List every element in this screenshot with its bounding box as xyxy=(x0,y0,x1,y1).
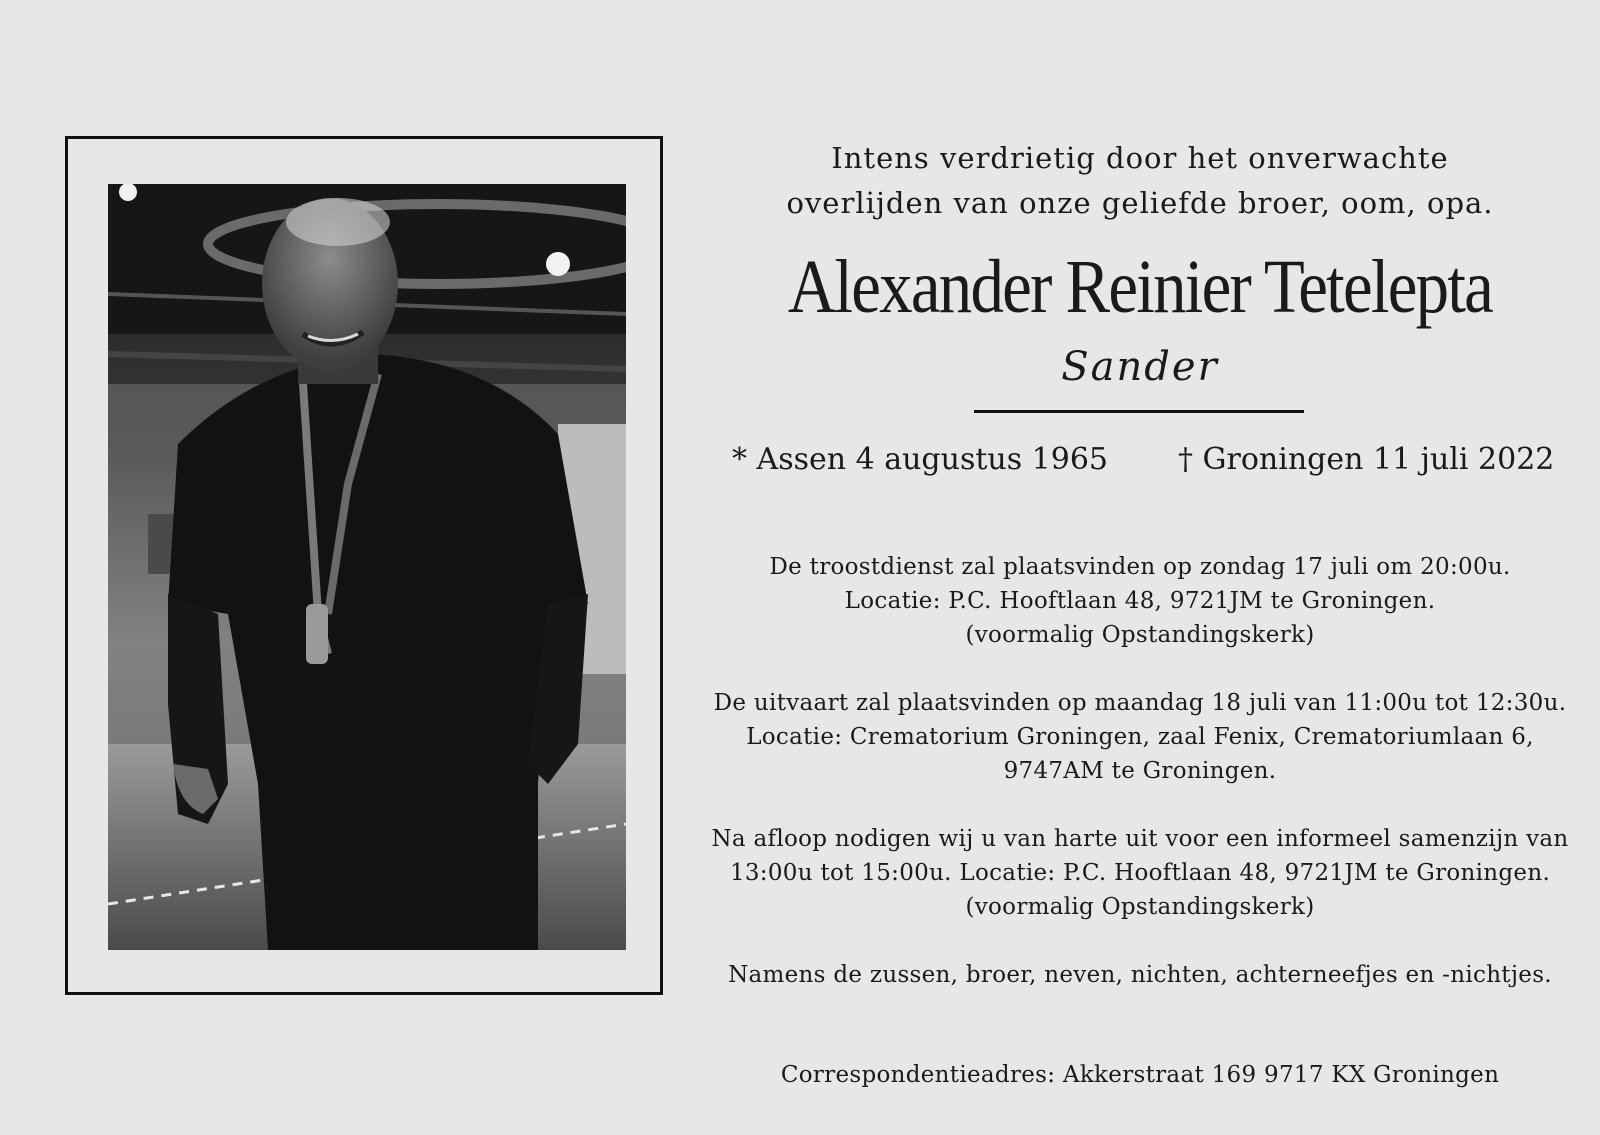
funeral-line-2: Locatie: Crematorium Groningen, zaal Fenix, Crematoriumlaan 6, xyxy=(746,724,1534,750)
nickname: Sander xyxy=(1061,344,1219,390)
death-date: † Groningen 11 juli 2022 xyxy=(1178,442,1555,477)
deceased-name: Alexander Reinier Tetelepta xyxy=(787,245,1493,329)
gathering-info xyxy=(700,822,1580,924)
service-line-3: (voormalig Opstandingskerk) xyxy=(965,622,1315,648)
funeral-line-3: 9747AM te Groningen. xyxy=(1003,758,1277,784)
photo-frame xyxy=(65,136,663,995)
divider-line xyxy=(974,410,1304,413)
intro-text xyxy=(700,136,1580,226)
funeral-info xyxy=(700,686,1580,788)
portrait-photo xyxy=(108,184,626,950)
service-line-1: De troostdienst zal plaatsvinden op zondag 17 juli om 20:00u. xyxy=(769,554,1511,580)
family-signature: Namens de zussen, broer, neven, nichten, achterneefjes en -nichtjes. xyxy=(728,962,1552,988)
gathering-line-2: 13:00u tot 15:00u. Locatie: P.C. Hooftlaan 48, 9721JM te Groningen. xyxy=(729,860,1551,886)
announcement-text xyxy=(700,0,1580,1135)
funeral-line-1: De uitvaart zal plaatsvinden op maandag 18 juli van 11:00u tot 12:30u. xyxy=(713,690,1567,716)
gathering-line-3: (voormalig Opstandingskerk) xyxy=(965,894,1315,920)
service-info xyxy=(700,550,1580,652)
service-line-2: Locatie: P.C. Hooftlaan 48, 9721JM te Groningen. xyxy=(844,588,1436,614)
intro-line-2: overlijden van onze geliefde broer, oom, opa. xyxy=(786,186,1494,220)
birth-date: * Assen 4 augustus 1965 xyxy=(732,442,1109,477)
correspondence-address: Correspondentieadres: Akkerstraat 169 9717 KX Groningen xyxy=(780,1062,1500,1088)
gathering-line-1: Na afloop nodigen wij u van harte uit voor een informeel samenzijn van xyxy=(711,826,1569,852)
intro-line-1: Intens verdrietig door het onverwachte xyxy=(831,141,1449,175)
